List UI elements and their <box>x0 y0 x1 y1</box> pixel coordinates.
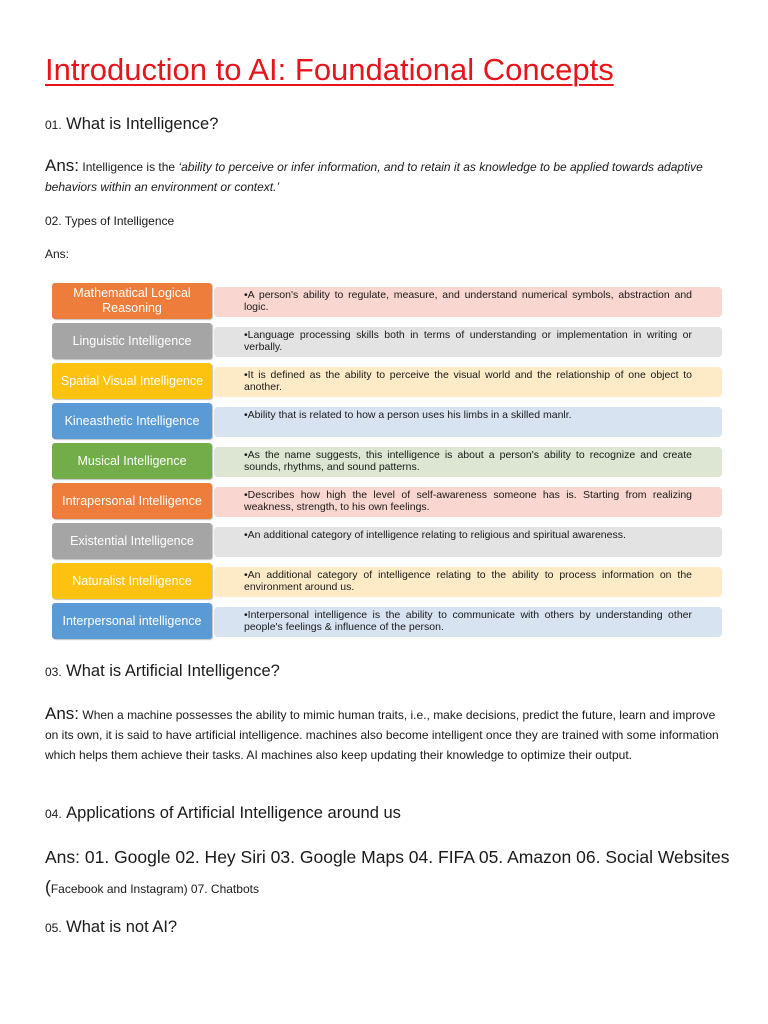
type-description: •An additional category of intelligence relating to religious and spiritual awareness. <box>214 527 722 557</box>
type-row <box>52 483 722 519</box>
page-title: Introduction to AI: Foundational Concepts <box>45 52 614 87</box>
type-label: Naturalist Intelligence <box>52 563 212 599</box>
type-description: •A person's ability to regulate, measure, and understand numerical symbols, abstraction and logic. <box>214 287 722 317</box>
type-label: Musical Intelligence <box>52 443 212 479</box>
answer-small: Facebook and Instagram) 07. Chatbots <box>50 882 259 896</box>
question-2: 02. Types of Intelligence <box>45 214 175 228</box>
answer-3 <box>45 704 725 765</box>
type-description: •As the name suggests, this intelligence is about a person's ability to recognize and create sounds, rhythms, and sound patterns. <box>214 447 722 477</box>
answer-quote: ‘ability to perceive or infer information, and to retain it as knowledge to be applied towards adaptive behaviors within an environment or context.’ <box>45 160 703 194</box>
question-1 <box>45 115 218 134</box>
type-row <box>52 323 722 359</box>
type-label: Existential Intelligence <box>52 523 212 559</box>
question-number: 01. <box>45 118 62 132</box>
type-label: Kineasthetic Intelligence <box>52 403 212 439</box>
type-description: •Describes how high the level of self-awareness someone has is. Starting from realizing weakness, strength, to his own feelings. <box>214 487 722 517</box>
type-row <box>52 563 722 599</box>
question-text: What is Artificial Intelligence? <box>66 662 280 680</box>
type-label: Intrapersonal Intelligence <box>52 483 212 519</box>
answer-lead: Intelligence is the <box>82 160 176 174</box>
type-row <box>52 403 722 439</box>
type-row <box>52 523 722 559</box>
question-5 <box>45 918 177 937</box>
answer-label: Ans: <box>45 156 80 175</box>
answer-1 <box>45 156 725 197</box>
type-description: •Ability that is related to how a person uses his limbs in a skilled manlr. <box>214 407 722 437</box>
type-description: •Language processing skills both in terms of understanding or implementation in writing or verbally. <box>214 327 722 357</box>
question-text: Applications of Artificial Intelligence around us <box>66 804 401 822</box>
question-text: What is Intelligence? <box>66 115 219 133</box>
type-description: •Interpersonal intelligence is the ability to communicate with others by understanding other people's feelings & influence of the person. <box>214 607 722 637</box>
type-label: Linguistic Intelligence <box>52 323 212 359</box>
answer-label: Ans: <box>45 704 80 723</box>
type-row <box>52 363 722 399</box>
answer-4 <box>45 842 735 904</box>
question-number: 04. <box>45 807 62 821</box>
question-4 <box>45 804 401 823</box>
type-description: •An additional category of intelligence relating to the ability to process information on the environment around us. <box>214 567 722 597</box>
answer-main: Ans: 01. Google 02. Hey Siri 03. Google Maps 04. FIFA 05. Amazon 06. Social Websites ( <box>45 847 730 897</box>
type-label: Spatial Visual Intelligence <box>52 363 212 399</box>
type-label: Interpersonal intelligence <box>52 603 212 639</box>
type-row <box>52 283 722 319</box>
type-row <box>52 603 722 639</box>
answer-text: When a machine possesses the ability to mimic human traits, i.e., make decisions, predict the future, learn and improve on its own, it is said to have artificial intelligence. machines also become intelligent once they are trained with some information which helps them achieve their tasks. AI machines also keep updating their knowledge to optimize their output. <box>45 708 719 762</box>
question-number: 03. <box>45 665 62 679</box>
type-description: •It is defined as the ability to perceive the visual world and the relationship of one object to another. <box>214 367 722 397</box>
type-label: Mathematical Logical Reasoning <box>52 283 212 319</box>
type-row <box>52 443 722 479</box>
answer-2-label: Ans: <box>45 247 70 261</box>
question-text: What is not AI? <box>66 918 178 936</box>
question-number: 05. <box>45 921 62 935</box>
question-3 <box>45 662 280 681</box>
